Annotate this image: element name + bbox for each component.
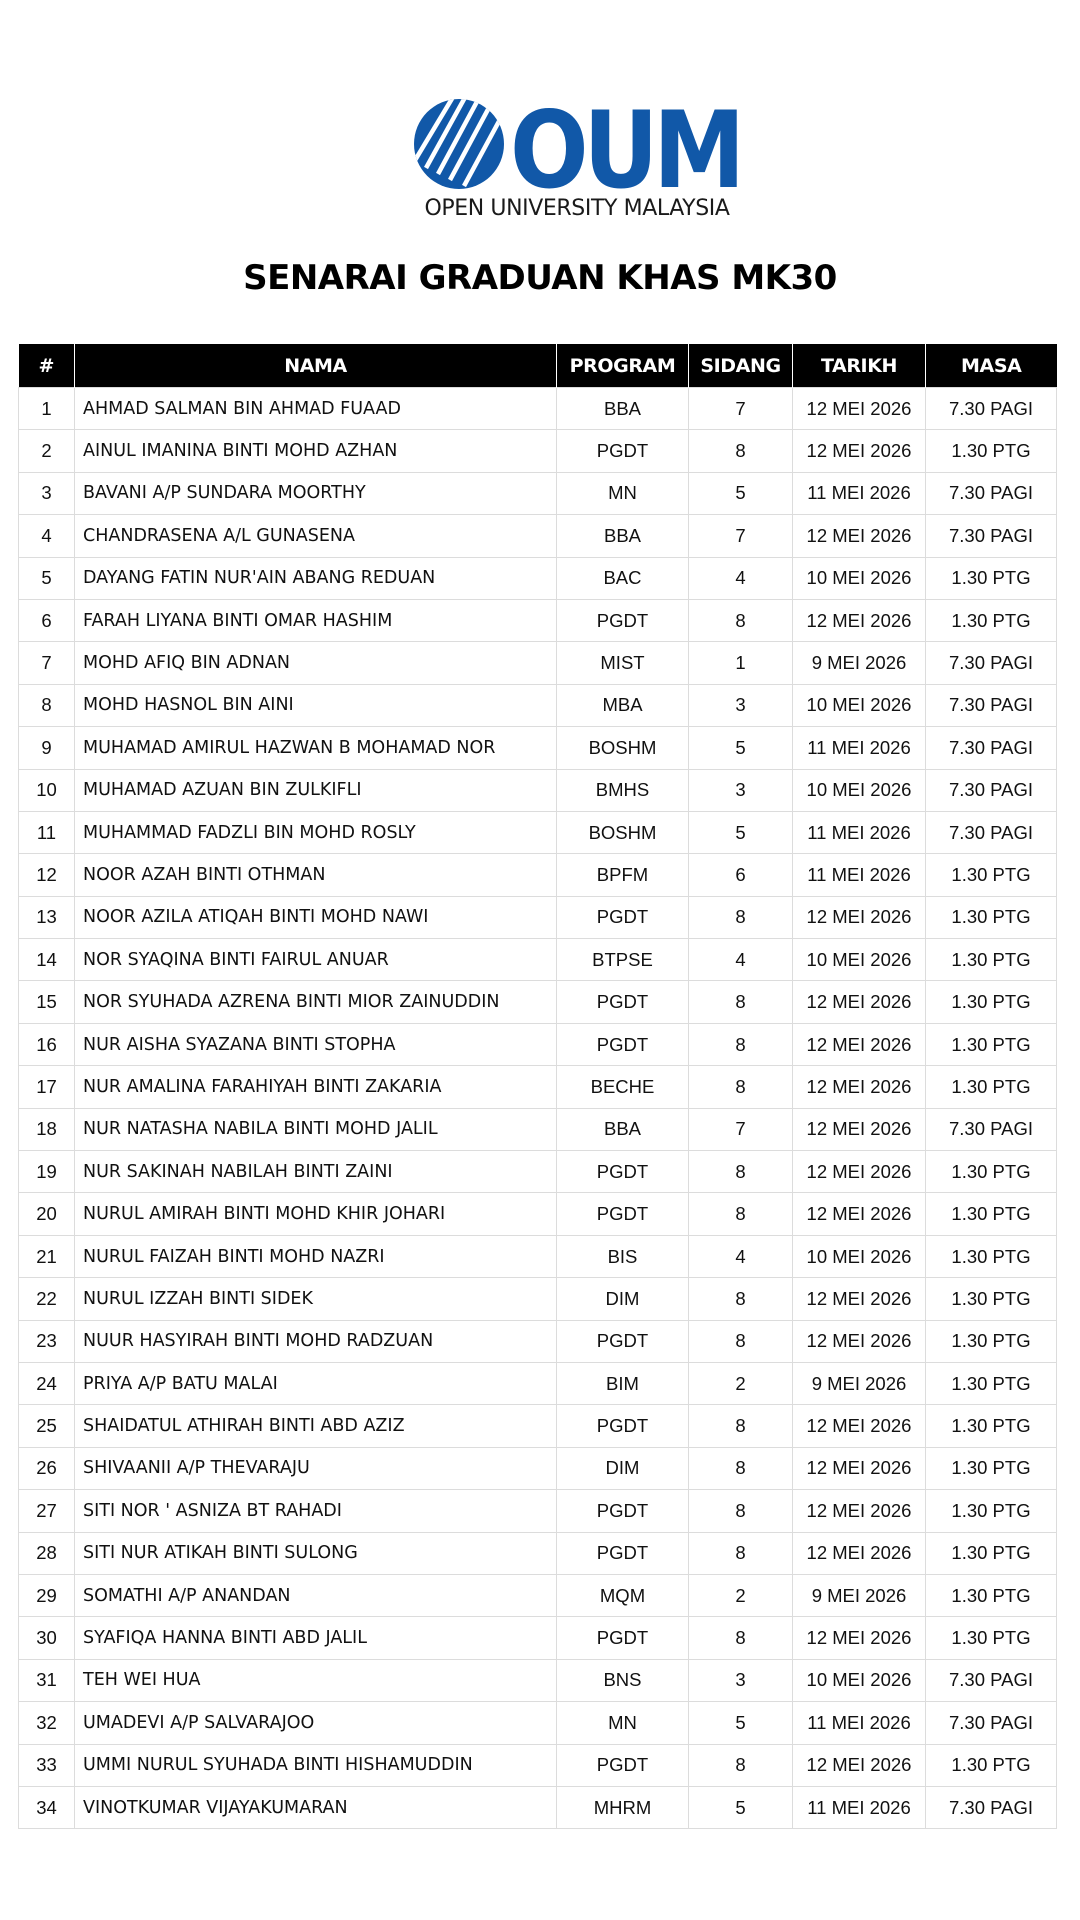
cell-date: 9 MEI 2026 (793, 1362, 926, 1404)
cell-session: 8 (689, 1447, 793, 1489)
cell-date: 12 MEI 2026 (793, 1405, 926, 1447)
cell-time: 7.30 PAGI (926, 727, 1057, 769)
cell-program: PGDT (557, 1023, 689, 1065)
cell-program: BIS (557, 1235, 689, 1277)
cell-name: NUR AMALINA FARAHIYAH BINTI ZAKARIA (75, 1066, 557, 1108)
table-row (19, 939, 1057, 981)
cell-number: 6 (19, 599, 75, 641)
cell-time: 1.30 PTG (926, 939, 1057, 981)
cell-name: NURUL IZZAH BINTI SIDEK (75, 1278, 557, 1320)
cell-date: 12 MEI 2026 (793, 1744, 926, 1786)
cell-session: 5 (689, 1702, 793, 1744)
cell-session: 2 (689, 1362, 793, 1404)
cell-number: 31 (19, 1659, 75, 1701)
cell-program: BNS (557, 1659, 689, 1701)
cell-time: 1.30 PTG (926, 896, 1057, 938)
cell-number: 12 (19, 854, 75, 896)
cell-session: 3 (689, 769, 793, 811)
table-row (19, 1659, 1057, 1701)
cell-time: 1.30 PTG (926, 557, 1057, 599)
cell-time: 1.30 PTG (926, 854, 1057, 896)
cell-date: 11 MEI 2026 (793, 727, 926, 769)
cell-name: AHMAD SALMAN BIN AHMAD FUAAD (75, 388, 557, 430)
cell-program: PGDT (557, 981, 689, 1023)
cell-program: PGDT (557, 1193, 689, 1235)
cell-number: 16 (19, 1023, 75, 1065)
cell-session: 8 (689, 1023, 793, 1065)
cell-name: PRIYA A/P BATU MALAI (75, 1362, 557, 1404)
table-row (19, 430, 1057, 472)
cell-session: 8 (689, 1490, 793, 1532)
cell-name: SITI NOR ' ASNIZA BT RAHADI (75, 1490, 557, 1532)
cell-time: 1.30 PTG (926, 1278, 1057, 1320)
cell-date: 11 MEI 2026 (793, 811, 926, 853)
cell-program: PGDT (557, 1405, 689, 1447)
table-row (19, 1702, 1057, 1744)
cell-name: MUHAMAD AZUAN BIN ZULKIFLI (75, 769, 557, 811)
cell-name: NOR SYUHADA AZRENA BINTI MIOR ZAINUDDIN (75, 981, 557, 1023)
cell-number: 27 (19, 1490, 75, 1532)
cell-number: 17 (19, 1066, 75, 1108)
cell-time: 1.30 PTG (926, 599, 1057, 641)
cell-time: 1.30 PTG (926, 430, 1057, 472)
cell-name: SOMATHI A/P ANANDAN (75, 1574, 557, 1616)
cell-program: PGDT (557, 896, 689, 938)
cell-session: 4 (689, 1235, 793, 1277)
cell-program: BECHE (557, 1066, 689, 1108)
cell-program: BAC (557, 557, 689, 599)
oum-logo-mark (412, 92, 742, 190)
cell-program: MBA (557, 684, 689, 726)
cell-date: 10 MEI 2026 (793, 939, 926, 981)
cell-time: 7.30 PAGI (926, 1702, 1057, 1744)
table-row (19, 981, 1057, 1023)
cell-number: 1 (19, 388, 75, 430)
cell-time: 7.30 PAGI (926, 642, 1057, 684)
table-row (19, 1617, 1057, 1659)
cell-program: BOSHM (557, 811, 689, 853)
cell-session: 1 (689, 642, 793, 684)
table-row (19, 1574, 1057, 1616)
cell-date: 12 MEI 2026 (793, 599, 926, 641)
cell-number: 26 (19, 1447, 75, 1489)
cell-number: 28 (19, 1532, 75, 1574)
cell-program: MN (557, 472, 689, 514)
cell-session: 3 (689, 1659, 793, 1701)
cell-program: BPFM (557, 854, 689, 896)
table-row (19, 1235, 1057, 1277)
cell-session: 8 (689, 981, 793, 1023)
cell-date: 10 MEI 2026 (793, 1235, 926, 1277)
cell-name: NURUL AMIRAH BINTI MOHD KHIR JOHARI (75, 1193, 557, 1235)
cell-program: MIST (557, 642, 689, 684)
cell-number: 5 (19, 557, 75, 599)
cell-date: 11 MEI 2026 (793, 1786, 926, 1828)
cell-date: 10 MEI 2026 (793, 769, 926, 811)
cell-program: PGDT (557, 1532, 689, 1574)
cell-program: BBA (557, 1108, 689, 1150)
cell-name: NOOR AZAH BINTI OTHMAN (75, 854, 557, 896)
cell-session: 8 (689, 1320, 793, 1362)
cell-time: 1.30 PTG (926, 1617, 1057, 1659)
table-row (19, 811, 1057, 853)
cell-date: 9 MEI 2026 (793, 1574, 926, 1616)
cell-date: 11 MEI 2026 (793, 854, 926, 896)
cell-session: 8 (689, 599, 793, 641)
cell-date: 12 MEI 2026 (793, 388, 926, 430)
cell-number: 25 (19, 1405, 75, 1447)
cell-date: 12 MEI 2026 (793, 1490, 926, 1532)
cell-session: 8 (689, 1193, 793, 1235)
cell-number: 29 (19, 1574, 75, 1616)
table-row (19, 896, 1057, 938)
cell-time: 7.30 PAGI (926, 515, 1057, 557)
cell-name: NOOR AZILA ATIQAH BINTI MOHD NAWI (75, 896, 557, 938)
cell-date: 12 MEI 2026 (793, 1447, 926, 1489)
cell-session: 8 (689, 430, 793, 472)
page-title: SENARAI GRADUAN KHAS MK30 (243, 258, 837, 298)
cell-time: 7.30 PAGI (926, 769, 1057, 811)
header-time: MASA (926, 344, 1057, 388)
cell-date: 12 MEI 2026 (793, 896, 926, 938)
cell-session: 7 (689, 388, 793, 430)
cell-program: PGDT (557, 1151, 689, 1193)
cell-number: 9 (19, 727, 75, 769)
cell-date: 11 MEI 2026 (793, 1702, 926, 1744)
cell-number: 11 (19, 811, 75, 853)
cell-time: 7.30 PAGI (926, 472, 1057, 514)
cell-session: 5 (689, 811, 793, 853)
cell-session: 5 (689, 1786, 793, 1828)
cell-name: NUUR HASYIRAH BINTI MOHD RADZUAN (75, 1320, 557, 1362)
cell-time: 7.30 PAGI (926, 388, 1057, 430)
cell-number: 10 (19, 769, 75, 811)
cell-time: 7.30 PAGI (926, 811, 1057, 853)
cell-program: BMHS (557, 769, 689, 811)
table-body (19, 388, 1057, 1829)
cell-time: 1.30 PTG (926, 1490, 1057, 1532)
cell-program: MHRM (557, 1786, 689, 1828)
table-row (19, 1362, 1057, 1404)
cell-session: 8 (689, 1066, 793, 1108)
cell-number: 2 (19, 430, 75, 472)
cell-session: 8 (689, 896, 793, 938)
cell-number: 23 (19, 1320, 75, 1362)
table-row (19, 515, 1057, 557)
cell-program: BBA (557, 515, 689, 557)
cell-date: 10 MEI 2026 (793, 1659, 926, 1701)
cell-name: DAYANG FATIN NUR'AIN ABANG REDUAN (75, 557, 557, 599)
cell-time: 1.30 PTG (926, 1235, 1057, 1277)
table-row (19, 557, 1057, 599)
cell-name: SHAIDATUL ATHIRAH BINTI ABD AZIZ (75, 1405, 557, 1447)
header-name: NAMA (75, 344, 557, 388)
cell-date: 12 MEI 2026 (793, 981, 926, 1023)
cell-number: 33 (19, 1744, 75, 1786)
cell-program: MQM (557, 1574, 689, 1616)
table-row (19, 1786, 1057, 1828)
cell-name: MOHD HASNOL BIN AINI (75, 684, 557, 726)
table-row (19, 727, 1057, 769)
table-row (19, 1490, 1057, 1532)
cell-session: 8 (689, 1278, 793, 1320)
table-row (19, 472, 1057, 514)
table-row (19, 642, 1057, 684)
cell-name: FARAH LIYANA BINTI OMAR HASHIM (75, 599, 557, 641)
table-header-row (19, 344, 1057, 388)
cell-time: 1.30 PTG (926, 1574, 1057, 1616)
cell-date: 12 MEI 2026 (793, 1532, 926, 1574)
cell-name: UMMI NURUL SYUHADA BINTI HISHAMUDDIN (75, 1744, 557, 1786)
cell-program: BBA (557, 388, 689, 430)
table-row (19, 1405, 1057, 1447)
cell-program: MN (557, 1702, 689, 1744)
cell-session: 8 (689, 1617, 793, 1659)
logo-wordmark: OUM (510, 92, 740, 190)
cell-name: BAVANI A/P SUNDARA MOORTHY (75, 472, 557, 514)
cell-session: 8 (689, 1744, 793, 1786)
cell-date: 9 MEI 2026 (793, 642, 926, 684)
cell-number: 7 (19, 642, 75, 684)
cell-name: NOR SYAQINA BINTI FAIRUL ANUAR (75, 939, 557, 981)
cell-session: 5 (689, 727, 793, 769)
cell-name: SHIVAANII A/P THEVARAJU (75, 1447, 557, 1489)
table-row (19, 1532, 1057, 1574)
cell-time: 7.30 PAGI (926, 1786, 1057, 1828)
cell-time: 1.30 PTG (926, 1151, 1057, 1193)
cell-name: MOHD AFIQ BIN ADNAN (75, 642, 557, 684)
cell-program: PGDT (557, 599, 689, 641)
cell-session: 8 (689, 1151, 793, 1193)
cell-name: AINUL IMANINA BINTI MOHD AZHAN (75, 430, 557, 472)
cell-program: BOSHM (557, 727, 689, 769)
cell-time: 1.30 PTG (926, 1023, 1057, 1065)
cell-number: 24 (19, 1362, 75, 1404)
cell-date: 10 MEI 2026 (793, 684, 926, 726)
table-row (19, 599, 1057, 641)
header-session: SIDANG (689, 344, 793, 388)
table-row (19, 1023, 1057, 1065)
cell-session: 8 (689, 1405, 793, 1447)
table-row (19, 684, 1057, 726)
cell-session: 8 (689, 1532, 793, 1574)
cell-session: 7 (689, 1108, 793, 1150)
cell-session: 2 (689, 1574, 793, 1616)
cell-date: 12 MEI 2026 (793, 1320, 926, 1362)
table-row (19, 1066, 1057, 1108)
cell-time: 1.30 PTG (926, 1405, 1057, 1447)
cell-date: 12 MEI 2026 (793, 1066, 926, 1108)
cell-time: 1.30 PTG (926, 981, 1057, 1023)
cell-program: PGDT (557, 1617, 689, 1659)
cell-name: VINOTKUMAR VIJAYAKUMARAN (75, 1786, 557, 1828)
cell-time: 7.30 PAGI (926, 684, 1057, 726)
header-program: PROGRAM (557, 344, 689, 388)
cell-name: CHANDRASENA A/L GUNASENA (75, 515, 557, 557)
cell-program: DIM (557, 1278, 689, 1320)
cell-name: MUHAMAD AMIRUL HAZWAN B MOHAMAD NOR (75, 727, 557, 769)
cell-number: 14 (19, 939, 75, 981)
table-row (19, 388, 1057, 430)
cell-date: 10 MEI 2026 (793, 557, 926, 599)
cell-date: 12 MEI 2026 (793, 1151, 926, 1193)
table-row (19, 1108, 1057, 1150)
cell-program: PGDT (557, 1744, 689, 1786)
cell-number: 22 (19, 1278, 75, 1320)
cell-time: 7.30 PAGI (926, 1659, 1057, 1701)
cell-program: BIM (557, 1362, 689, 1404)
cell-time: 1.30 PTG (926, 1193, 1057, 1235)
cell-number: 20 (19, 1193, 75, 1235)
cell-number: 30 (19, 1617, 75, 1659)
cell-program: DIM (557, 1447, 689, 1489)
cell-time: 1.30 PTG (926, 1744, 1057, 1786)
cell-number: 4 (19, 515, 75, 557)
header-date: TARIKH (793, 344, 926, 388)
cell-date: 11 MEI 2026 (793, 472, 926, 514)
cell-number: 34 (19, 1786, 75, 1828)
cell-date: 12 MEI 2026 (793, 1193, 926, 1235)
cell-time: 1.30 PTG (926, 1320, 1057, 1362)
cell-number: 8 (19, 684, 75, 726)
cell-time: 7.30 PAGI (926, 1108, 1057, 1150)
cell-number: 21 (19, 1235, 75, 1277)
header-number: # (19, 344, 75, 388)
cell-name: NURUL FAIZAH BINTI MOHD NAZRI (75, 1235, 557, 1277)
cell-time: 1.30 PTG (926, 1532, 1057, 1574)
cell-number: 32 (19, 1702, 75, 1744)
table-row (19, 1193, 1057, 1235)
oum-logo (412, 92, 742, 226)
cell-session: 4 (689, 557, 793, 599)
table-row (19, 1447, 1057, 1489)
cell-date: 12 MEI 2026 (793, 1278, 926, 1320)
cell-name: NUR AISHA SYAZANA BINTI STOPHA (75, 1023, 557, 1065)
cell-program: PGDT (557, 430, 689, 472)
graduate-table (18, 344, 1057, 1829)
table-row (19, 769, 1057, 811)
cell-program: PGDT (557, 1320, 689, 1362)
table-row (19, 1278, 1057, 1320)
cell-time: 1.30 PTG (926, 1066, 1057, 1108)
cell-date: 12 MEI 2026 (793, 515, 926, 557)
table-row (19, 1151, 1057, 1193)
cell-name: SYAFIQA HANNA BINTI ABD JALIL (75, 1617, 557, 1659)
cell-name: UMADEVI A/P SALVARAJOO (75, 1702, 557, 1744)
cell-number: 3 (19, 472, 75, 514)
cell-session: 7 (689, 515, 793, 557)
table-row (19, 1320, 1057, 1362)
cell-session: 4 (689, 939, 793, 981)
cell-time: 1.30 PTG (926, 1362, 1057, 1404)
cell-name: MUHAMMAD FADZLI BIN MOHD ROSLY (75, 811, 557, 853)
cell-date: 12 MEI 2026 (793, 1108, 926, 1150)
table-row (19, 1744, 1057, 1786)
cell-name: TEH WEI HUA (75, 1659, 557, 1701)
cell-name: NUR SAKINAH NABILAH BINTI ZAINI (75, 1151, 557, 1193)
cell-number: 19 (19, 1151, 75, 1193)
cell-name: SITI NUR ATIKAH BINTI SULONG (75, 1532, 557, 1574)
cell-session: 3 (689, 684, 793, 726)
table-header (19, 344, 1057, 388)
cell-number: 13 (19, 896, 75, 938)
cell-date: 12 MEI 2026 (793, 1617, 926, 1659)
cell-number: 15 (19, 981, 75, 1023)
logo-subtitle: OPEN UNIVERSITY MALAYSIA (424, 196, 730, 221)
cell-session: 6 (689, 854, 793, 896)
cell-number: 18 (19, 1108, 75, 1150)
cell-date: 12 MEI 2026 (793, 430, 926, 472)
cell-name: NUR NATASHA NABILA BINTI MOHD JALIL (75, 1108, 557, 1150)
cell-session: 5 (689, 472, 793, 514)
cell-time: 1.30 PTG (926, 1447, 1057, 1489)
cell-date: 12 MEI 2026 (793, 1023, 926, 1065)
table-row (19, 854, 1057, 896)
cell-program: BTPSE (557, 939, 689, 981)
cell-program: PGDT (557, 1490, 689, 1532)
